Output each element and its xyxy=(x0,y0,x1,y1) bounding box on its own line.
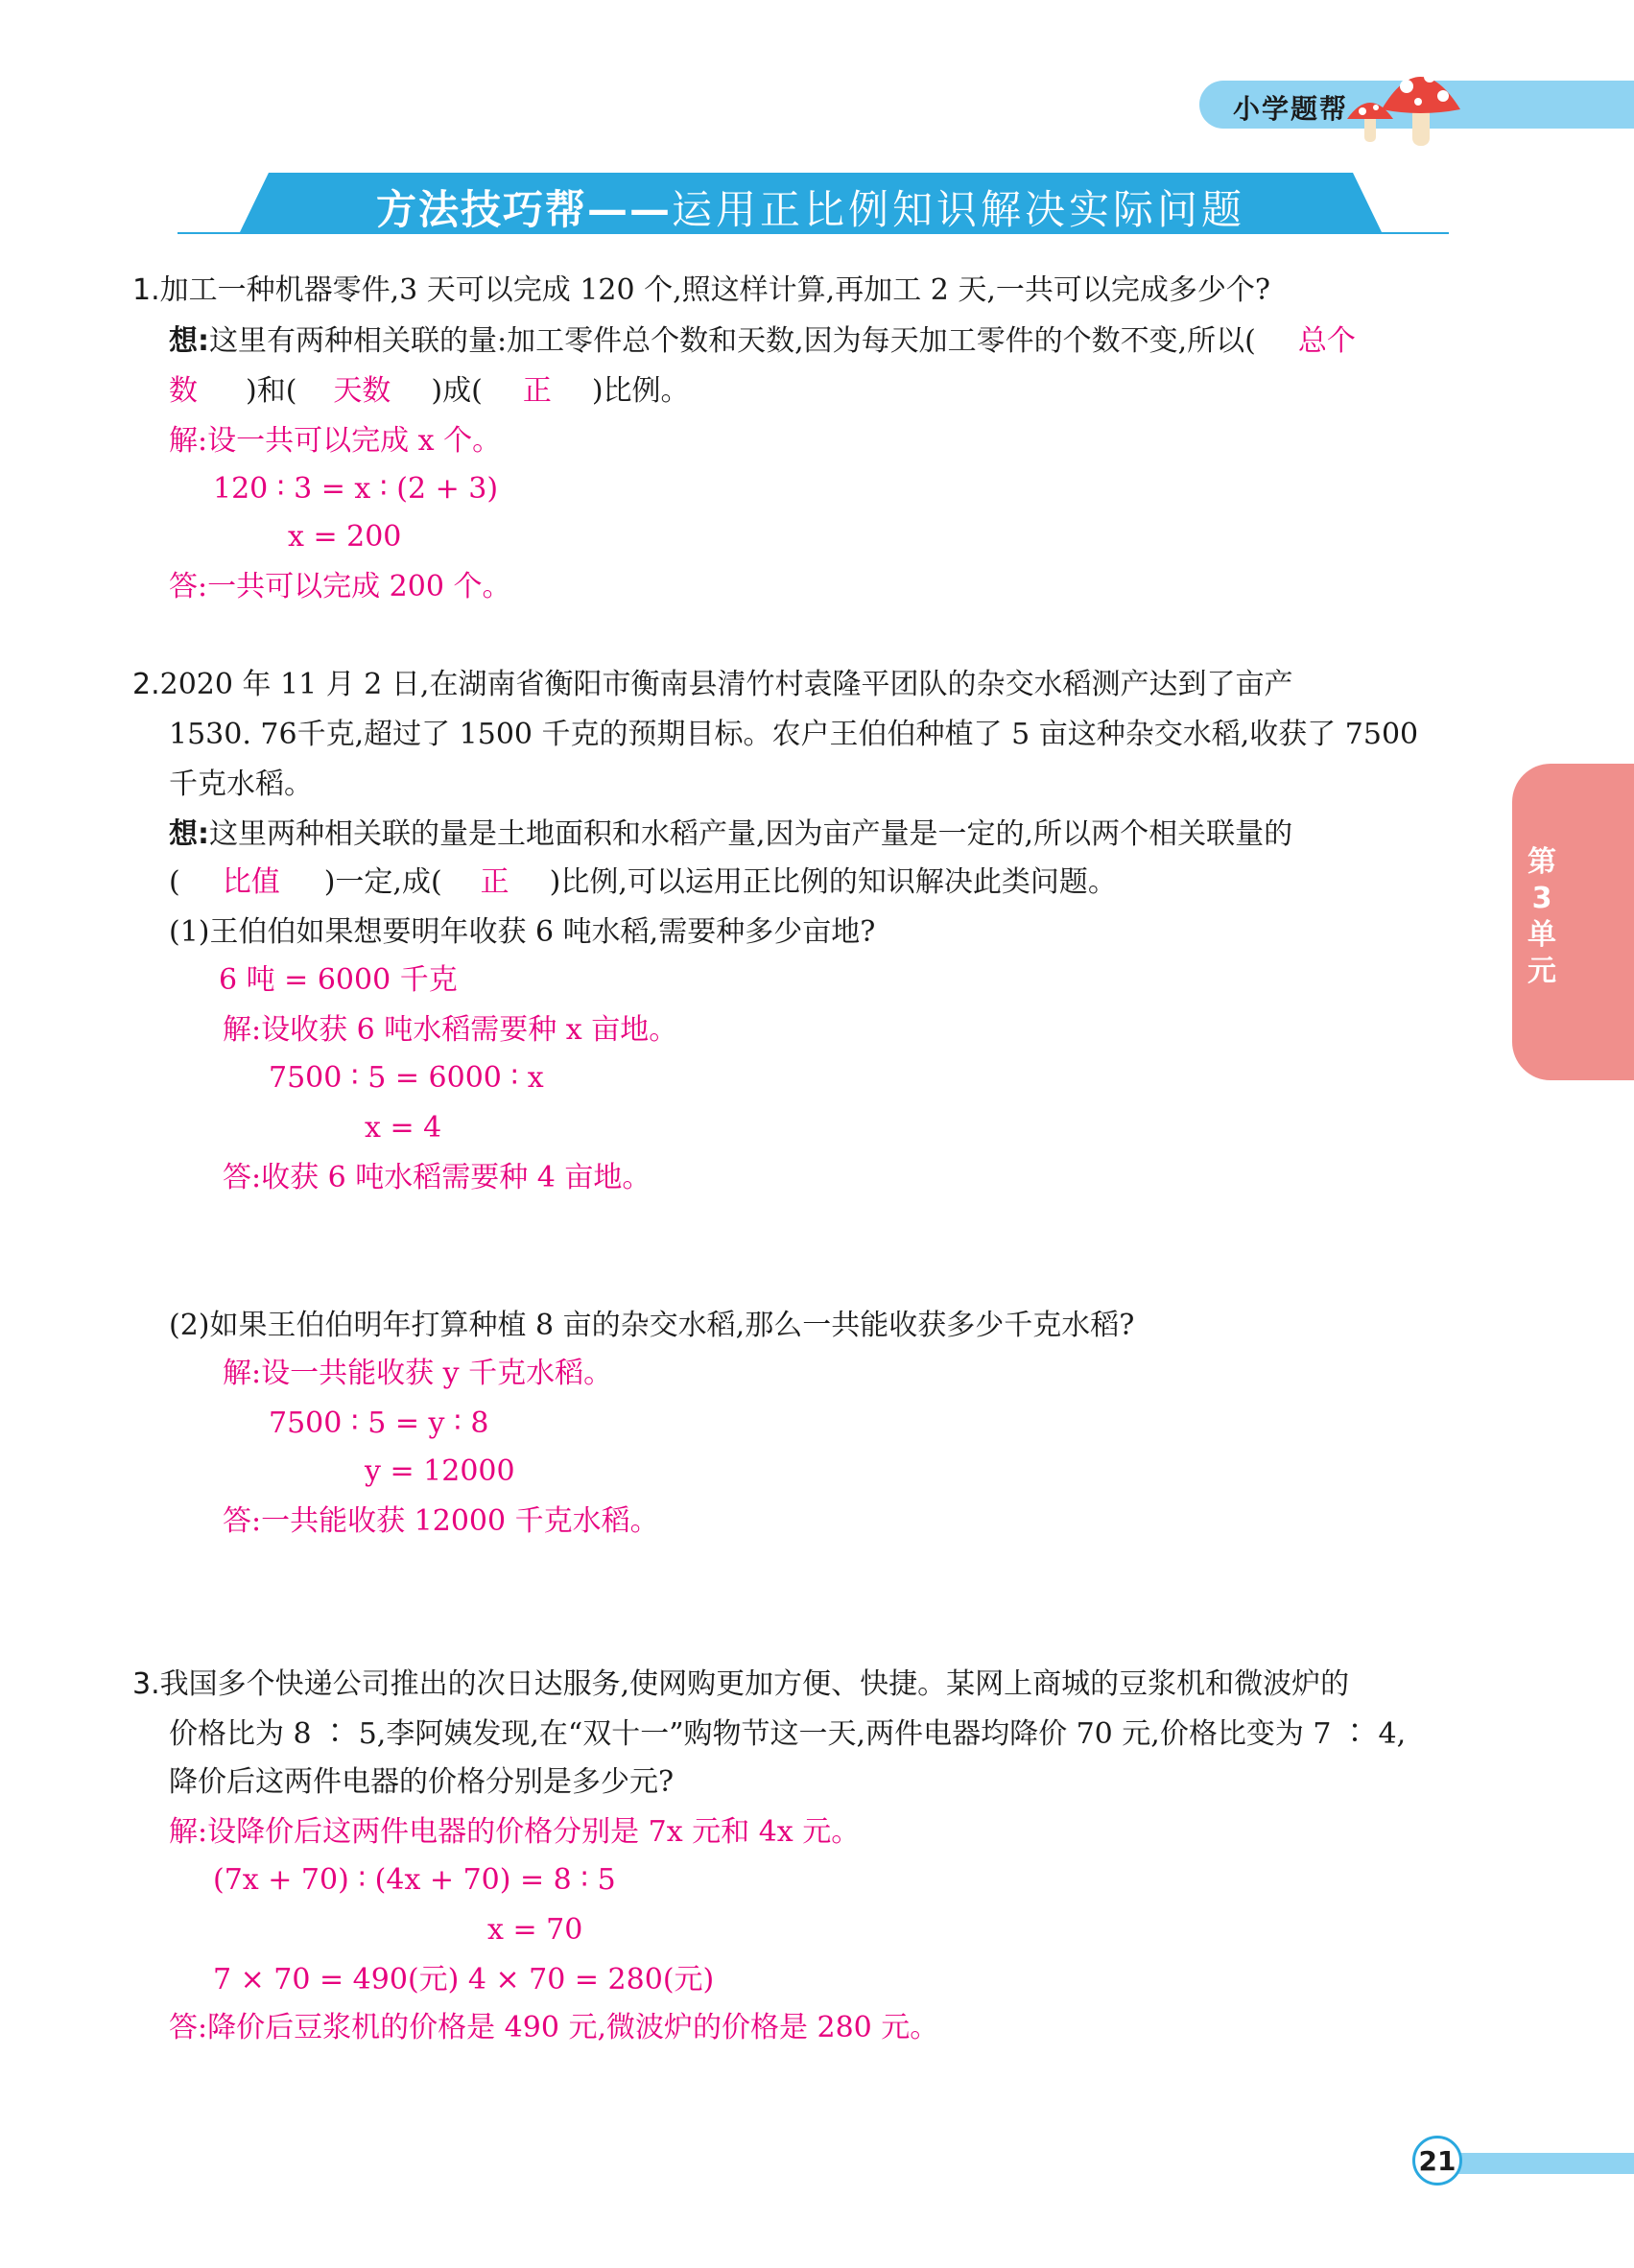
solution-line: y = 12000 xyxy=(365,1454,515,1488)
solution-line: x = 200 xyxy=(288,520,402,554)
solution-line: 6 吨 = 6000 千克 xyxy=(219,963,458,997)
think-text: )成( xyxy=(431,374,483,408)
page-title xyxy=(240,178,1382,236)
brand-name: 小学题帮 xyxy=(1233,93,1349,125)
question-3-line xyxy=(132,1666,1349,1704)
title-sub: 运用正比例知识解决实际问题 xyxy=(672,186,1246,233)
question-1-text: 加工一种机器零件,3 天可以完成 120 个,照这样计算,再加工 2 天,一共可以完成多少个? xyxy=(159,273,1270,307)
solution-line: x = 4 xyxy=(365,1111,442,1145)
blank-answer: 天数 xyxy=(333,374,391,408)
blank-answer: 正 xyxy=(522,374,552,408)
question-2-text: 2020 年 11 月 2 日,在湖南省衡阳市衡南县清竹村袁隆平团队的杂交水稻测产达到了亩产 xyxy=(159,668,1293,701)
question-3-line: 降价后这两件电器的价格分别是多少元? xyxy=(169,1765,675,1799)
question-1 xyxy=(132,272,1270,310)
blank-answer: 数 xyxy=(169,374,198,408)
think-text: )和( xyxy=(246,374,297,408)
think-text: 这里有两种相关联的量:加工零件总个数和天数,因为每天加工零件的个数不变,所以( xyxy=(209,324,1256,358)
answer-line: 答:一共能收获 12000 千克水稻。 xyxy=(223,1504,659,1538)
think-text: )比例。 xyxy=(591,374,690,408)
think-label: 想: xyxy=(169,817,209,851)
sub-question-1: (1)王伯伯如果想要明年收获 6 吨水稻,需要种多少亩地? xyxy=(169,915,876,949)
question-3-line: 价格比为 8 ∶ 5,李阿姨发现,在“双十一”购物节这一天,两件电器均降价 70 元,价格比变为 7 ∶ 4, xyxy=(169,1717,1407,1751)
solution-line: 解:设降价后这两件电器的价格分别是 7x 元和 4x 元。 xyxy=(169,1815,861,1849)
question-2-number: 2. xyxy=(132,668,160,701)
title-main: 方法技巧帮 xyxy=(375,186,587,233)
question-2-line: 千克水稻。 xyxy=(169,768,313,801)
question-2-think-line-2 xyxy=(169,863,1117,902)
solution-line: 解:设一共能收获 y 千克水稻。 xyxy=(223,1357,613,1390)
think-text: )比例,可以运用正比例的知识解决此类问题。 xyxy=(549,865,1117,899)
think-text: ( xyxy=(169,865,180,899)
think-label: 想: xyxy=(169,324,209,358)
answer-line: 答:降价后豆浆机的价格是 490 元,微波炉的价格是 280 元。 xyxy=(169,2011,939,2044)
mushroom-icon xyxy=(1343,54,1468,150)
solution-line: 解:设收获 6 吨水稻需要种 x 亩地。 xyxy=(223,1013,678,1047)
blank-answer: 正 xyxy=(480,865,509,899)
question-1-think-line-2 xyxy=(169,372,690,411)
solution-line: 7 × 70 = 490(元) 4 × 70 = 280(元) xyxy=(213,1963,715,1996)
question-2-line: 1530. 76千克,超过了 1500 千克的预期目标。农户王伯伯种植了 5 亩这种杂交水稻,收获了 7500 xyxy=(169,718,1419,751)
solution-line: 解:设一共可以完成 x 个。 xyxy=(169,424,502,458)
solution-line: 7500 ∶ 5 = 6000 ∶ x xyxy=(269,1061,544,1095)
solution-line: x = 70 xyxy=(487,1913,583,1947)
think-text: )一定,成( xyxy=(323,865,442,899)
question-2-think-line-1 xyxy=(169,815,1292,854)
question-3-number: 3. xyxy=(132,1667,160,1701)
question-1-number: 1. xyxy=(132,273,160,307)
question-1-think-line-1 xyxy=(169,322,1356,361)
title-dash: —— xyxy=(587,186,672,233)
solution-line: (7x + 70) ∶ (4x + 70) = 8 ∶ 5 xyxy=(213,1863,616,1897)
blank-answer: 比值 xyxy=(222,865,280,899)
unit-tab-label: 第3单元 xyxy=(1527,845,1556,988)
blank-answer: 总个 xyxy=(1297,324,1356,358)
question-3-text: 我国多个快递公司推出的次日达服务,使网购更加方便、快捷。某网上商城的豆浆机和微波炉的 xyxy=(159,1667,1350,1701)
solution-line: 7500 ∶ 5 = y ∶ 8 xyxy=(269,1406,489,1440)
answer-line: 答:一共可以完成 200 个。 xyxy=(169,570,511,603)
footer-strip xyxy=(1439,2153,1634,2174)
answer-line: 答:收获 6 吨水稻需要种 4 亩地。 xyxy=(223,1161,651,1194)
question-2-line xyxy=(132,666,1292,704)
solution-line: 120 ∶ 3 = x ∶ (2 + 3) xyxy=(213,472,499,506)
sub-question-2: (2)如果王伯伯明年打算种植 8 亩的杂交水稻,那么一共能收获多少千克水稻? xyxy=(169,1309,1135,1342)
think-text: 这里两种相关联的量是土地面积和水稻产量,因为亩产量是一定的,所以两个相关联量的 xyxy=(209,817,1293,851)
page-number: 21 xyxy=(1418,2145,1456,2177)
